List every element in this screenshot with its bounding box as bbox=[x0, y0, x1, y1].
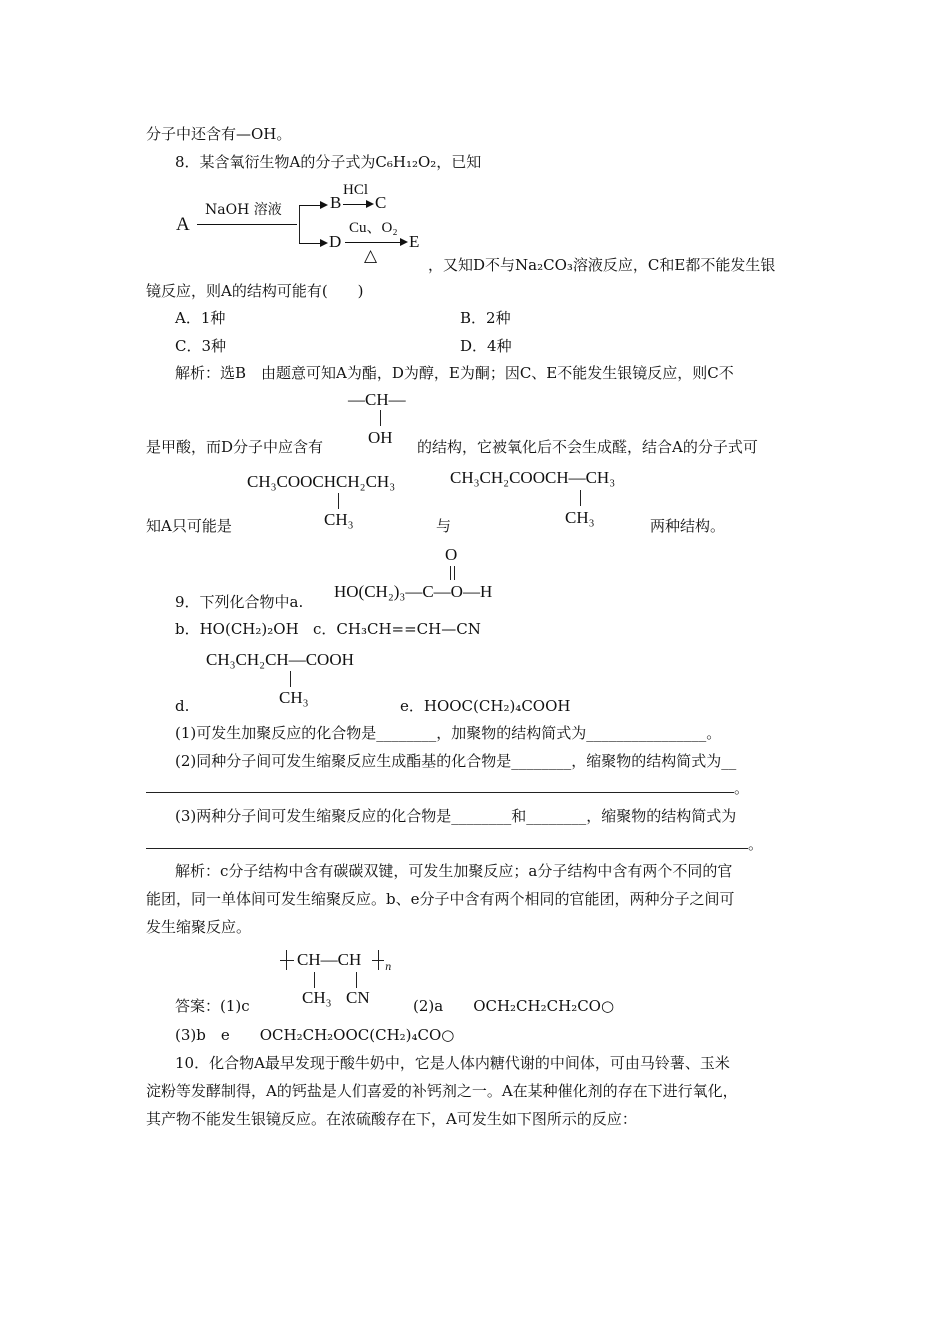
scheme-arrowhead-c bbox=[366, 200, 374, 208]
q10-line-2: 淀粉等发酵制得，A的钙盐是人们喜爱的补钙剂之一。A在某种催化剂的存在下进行氧化， bbox=[146, 1082, 738, 1100]
poly-methyl: CH₃ bbox=[302, 988, 332, 1007]
q8-option-c: C．3种 bbox=[175, 337, 227, 355]
q8-analysis-3-right: 两种结构。 bbox=[650, 517, 726, 535]
q9-a-double-bond-1 bbox=[450, 566, 451, 580]
q9-option-d-label: d. bbox=[175, 697, 190, 715]
scheme-arrow-to-d bbox=[299, 243, 321, 244]
q9-part-1: (1)可发生加聚反应的化合物是________，加聚物的结构简式为________________。 bbox=[175, 724, 722, 742]
q9-a-formula: HO(CH₂)₃—C—O—H bbox=[334, 582, 493, 601]
scheme-a: A bbox=[176, 214, 190, 235]
q8-analysis-3-mid: 与 bbox=[436, 517, 452, 535]
q9-part-3-answer-blank bbox=[146, 848, 748, 849]
q9-a-oxygen: O bbox=[445, 545, 458, 564]
scheme-c: C bbox=[375, 193, 387, 212]
q8-analysis-1: 解析：选B 由题意可知A为酯，D为醇，E为酮；因C、E不能发生银镜反应，则C不 bbox=[175, 364, 734, 382]
q8-analysis-2-right: 的结构，它被氧化后不会生成醛，结合A的分子式可 bbox=[417, 438, 758, 456]
q8-analysis-3-left: 知A只可能是 bbox=[146, 517, 232, 535]
q8-structure-1-methyl: CH₃ bbox=[324, 510, 354, 529]
scheme-d: D bbox=[329, 232, 342, 251]
q9-d-methyl: CH₃ bbox=[279, 688, 309, 707]
q8-option-a: A．1种 bbox=[175, 309, 226, 327]
scheme-branch-bar bbox=[299, 205, 300, 243]
q9-part-3-end: 。 bbox=[748, 835, 764, 853]
scheme-arrowhead-d bbox=[320, 239, 328, 247]
poly-cn-bond bbox=[356, 972, 357, 988]
scheme-reagent-naoh: NaOH 溶液 bbox=[205, 202, 282, 218]
scheme-e: E bbox=[409, 232, 420, 251]
q9-part-2: (2)同种分子间可发生缩聚反应生成酯基的化合物是________，缩聚物的结构简式为__ bbox=[175, 752, 737, 770]
q8-structure-2-bond bbox=[580, 490, 581, 506]
poly-bond-left bbox=[280, 960, 294, 961]
q8-structure-1: CH₃COOCHCH₂CH₃ bbox=[247, 472, 396, 491]
q9-option-b: b．HO(CH₂)₂OH bbox=[175, 620, 299, 638]
q9-part-2-end: 。 bbox=[734, 779, 750, 797]
q9-answer-label: 答案：(1)c bbox=[175, 997, 250, 1015]
poly-methyl-bond bbox=[314, 972, 315, 988]
q8-option-b: B．2种 bbox=[460, 309, 511, 327]
scheme-arrowhead-b bbox=[320, 201, 328, 209]
q8-stem: 8．某含氧衍生物A的分子式为C₆H₁₂O₂，已知 bbox=[175, 153, 482, 171]
q9-analysis-1: 解析：c分子结构中含有碳碳双键，可发生加聚反应；a分子结构中含有两个不同的官 bbox=[175, 862, 733, 880]
q9-option-c: c．CH₃CH==CH—CN bbox=[313, 620, 481, 638]
q9-d-formula: CH₃CH₂CH—COOH bbox=[206, 650, 354, 669]
q9-option-e: e．HOOC(CH₂)₄COOH bbox=[400, 697, 571, 715]
q8-structure-1-bond bbox=[338, 493, 339, 509]
scheme-arrow-to-b bbox=[299, 205, 321, 206]
q9-a-double-bond-2 bbox=[454, 566, 455, 580]
q8-fragment-ch: —CH— bbox=[348, 390, 406, 409]
scheme-arrowhead-e bbox=[400, 238, 408, 246]
scheme-arrow-de bbox=[345, 242, 401, 243]
scheme-heat-symbol: △ bbox=[364, 246, 378, 266]
poly-bracket-right bbox=[378, 950, 379, 970]
q9-answer-2: (2)a OCH₂CH₂CH₂CO○ bbox=[413, 997, 615, 1015]
scheme-arrow-main bbox=[197, 224, 297, 225]
q8-fragment-bond bbox=[380, 410, 381, 426]
scheme-hcl: HCl bbox=[343, 182, 369, 198]
q10-line-3: 其产物不能发生银镜反应。在浓硫酸存在下，A可发生如下图所示的反应： bbox=[146, 1110, 637, 1128]
q9-analysis-2: 能团，同一单体间可发生缩聚反应。b、e分子中含有两个相同的官能团，两种分子之间可 bbox=[146, 890, 735, 908]
q9-d-bond bbox=[290, 671, 291, 687]
q8-analysis-2-left: 是甲酸，而D分子中应含有 bbox=[146, 438, 324, 456]
poly-cn: CN bbox=[346, 988, 370, 1007]
poly-n: n bbox=[385, 962, 392, 973]
q8-structure-2-methyl: CH₃ bbox=[565, 508, 595, 527]
q9-answer-3: (3)b e OCH₂CH₂OOC(CH₂)₄CO○ bbox=[175, 1026, 455, 1044]
scheme-cu-o2: Cu、O₂ bbox=[349, 220, 398, 236]
scheme-arrow-bc bbox=[343, 204, 367, 205]
q9-part-3: (3)两种分子间可发生缩聚反应的化合物是________和________，缩聚物的结构简式为 bbox=[175, 807, 737, 825]
q8-after-scheme: ，又知D不与Na₂CO₃溶液反应，C和E都不能发生银 bbox=[428, 256, 776, 274]
intro-line: 分子中还含有—OH。 bbox=[146, 125, 292, 143]
scheme-b: B bbox=[330, 193, 342, 212]
q8-option-d: D．4种 bbox=[460, 337, 512, 355]
q10-line-1: 10．化合物A最早发现于酸牛奶中，它是人体内糖代谢的中间体，可由马铃薯、玉米 bbox=[175, 1054, 730, 1072]
q9-analysis-3: 发生缩聚反应。 bbox=[146, 918, 252, 936]
q8-fragment-oh: OH bbox=[368, 428, 393, 447]
q8-line2: 镜反应，则A的结构可能有( ) bbox=[146, 282, 364, 300]
q9-stem: 9．下列化合物中a. bbox=[175, 593, 304, 611]
poly-chain: CH—CH bbox=[297, 950, 362, 969]
q8-structure-2: CH₃CH₂COOCH—CH₃ bbox=[450, 468, 616, 487]
q9-part-2-answer-blank bbox=[146, 792, 734, 793]
